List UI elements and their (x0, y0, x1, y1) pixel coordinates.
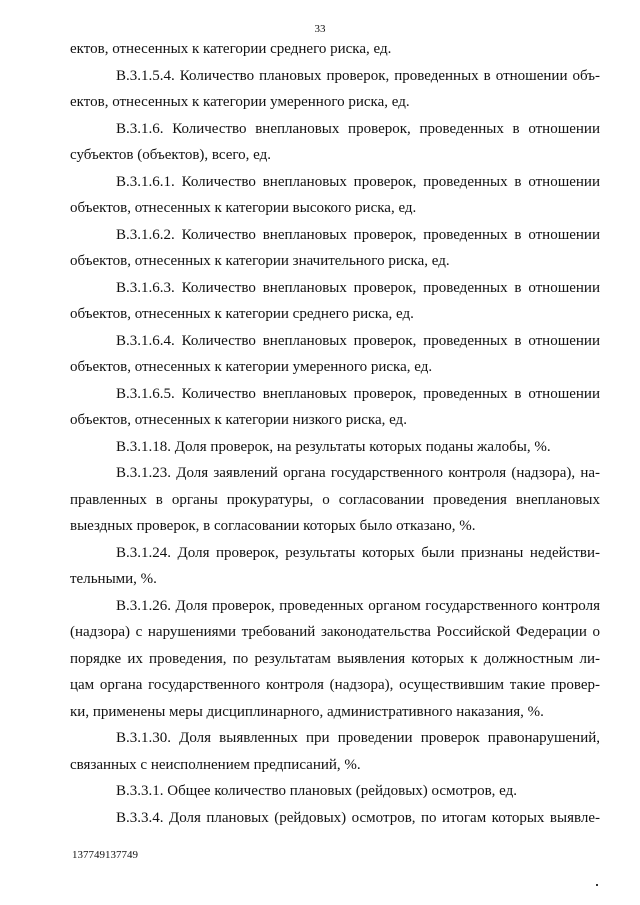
text-line: объектов, отнесенных к категории среднего риска, ед. (70, 306, 414, 322)
page-number: 33 (314, 23, 326, 35)
text-line: связанных с неисполнением предписаний, %. (70, 756, 361, 773)
text-line: В.3.1.6.5. Количество внеплановых проверок, проведенных в отношении (116, 385, 600, 402)
text-line: (надзора) с нарушениями требований законодательства Российской Федерации о (70, 624, 600, 640)
text-line: объектов, отнесенных к категории низкого риска, ед. (70, 412, 407, 428)
scan-mark-dot (596, 884, 598, 886)
text-line: В.3.1.6.2. Количество внеплановых проверок, проведенных в отношении (116, 226, 600, 243)
document-body (70, 36, 600, 831)
text-line: порядке их проведения, по результатам выявления которых к должностным ли- (70, 650, 600, 667)
text-line: В.3.3.4. Доля плановых (рейдовых) осмотров, по итогам которых выявле- (116, 809, 600, 826)
text-line: ки, применены меры дисциплинарного, административного наказания, %. (70, 703, 544, 720)
text-line: В.3.1.6.1. Количество внеплановых проверок, проведенных в отношении (116, 173, 600, 190)
text-line: В.3.1.30. Доля выявленных при проведении проверок правонарушений, (116, 730, 600, 746)
text-line: В.3.1.6. Количество внеплановых проверок, проведенных в отношении (116, 120, 600, 137)
text-line: В.3.1.18. Доля проверок, на результаты которых поданы жалобы, %. (116, 438, 551, 455)
text-line: объектов, отнесенных к категории умеренного риска, ед. (70, 359, 433, 375)
text-line: тельными, %. (70, 571, 157, 587)
text-line: объектов, отнесенных к категории высокого риска, ед. (70, 200, 417, 216)
text-line: В.3.3.1. Общее количество плановых (рейдовых) осмотров, ед. (116, 783, 518, 799)
text-line: правленных в органы прокуратуры, о согласовании проведения внеплановых (70, 491, 600, 508)
text-line: В.3.1.26. Доля проверок, проведенных органом государственного контроля (116, 597, 600, 614)
text-line: субъектов (объектов), всего, ед. (70, 147, 272, 163)
text-line: объектов, отнесенных к категории значительного риска, ед. (70, 253, 450, 269)
text-line: ектов, отнесенных к категории среднего риска, ед. (70, 41, 392, 57)
document-footer-code: 137749137749 (72, 849, 138, 861)
text-line: выездных проверок, в согласовании которых было отказано, %. (70, 518, 476, 534)
text-line: В.3.1.6.4. Количество внеплановых проверок, проведенных в отношении (116, 332, 600, 349)
text-line: В.3.1.5.4. Количество плановых проверок, проведенных в отношении объ- (116, 67, 600, 84)
text-line: цам органа государственного контроля (надзора), осуществившим такие провер- (70, 677, 600, 693)
text-line: В.3.1.6.3. Количество внеплановых проверок, проведенных в отношении (116, 279, 600, 296)
text-line: ектов, отнесенных к категории умеренного риска, ед. (70, 94, 410, 110)
text-line: В.3.1.23. Доля заявлений органа государственного контроля (надзора), на- (116, 465, 600, 481)
text-line: В.3.1.24. Доля проверок, результаты которых были признаны недействи- (116, 544, 600, 561)
